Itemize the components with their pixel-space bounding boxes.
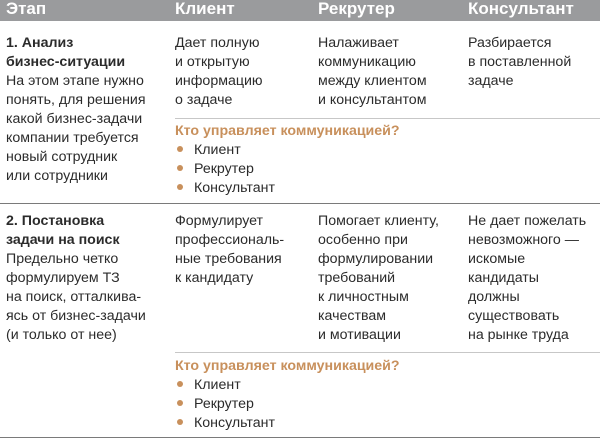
option-label: Рекрутер — [194, 396, 254, 412]
option-label: Консультант — [194, 415, 275, 431]
consultant-text-line: в поставленной — [468, 54, 572, 70]
row-separator — [0, 203, 600, 204]
client-text-line: и открытую — [175, 54, 250, 70]
row-1-divider — [175, 118, 600, 119]
stage-title-line: задачи на поиск — [6, 232, 120, 248]
consultant-text-line: Разбирается — [468, 35, 552, 51]
client-text-line: к кандидату — [175, 270, 254, 286]
client-text-line: ные требования — [175, 251, 282, 267]
consultant-text-line: задаче — [468, 73, 514, 89]
consultant-text-line: существовать — [468, 308, 560, 324]
row-2-stage — [6, 212, 146, 345]
option-label: Клиент — [194, 377, 241, 393]
header-recruiter: Рекрутер — [318, 0, 395, 18]
row-1-client — [175, 34, 263, 110]
stage-title-line: 1. Анализ — [6, 35, 74, 51]
recruiter-text-line: и консультантом — [318, 92, 427, 108]
client-text-line: Формулирует — [175, 213, 264, 229]
option-item — [177, 179, 275, 198]
option-item — [177, 376, 275, 395]
stage-text-line: или сотрудники — [6, 168, 108, 184]
bullet-icon — [177, 146, 183, 152]
row-2-divider — [175, 352, 600, 353]
consultant-text-line: должны — [468, 289, 520, 305]
recruiter-text-line: и мотивации — [318, 327, 401, 343]
stage-text-line: новый сотрудник — [6, 149, 118, 165]
row-1-consultant — [468, 34, 571, 91]
bullet-icon — [177, 400, 183, 406]
recruiter-text-line: коммуникацию — [318, 54, 416, 70]
consultant-text-line: искомые — [468, 251, 526, 267]
row-2-question: Кто управляет коммуникацией? — [175, 358, 400, 374]
row-1-options — [177, 141, 275, 198]
row-2-recruiter — [318, 212, 439, 345]
table-bottom-rule — [0, 437, 600, 438]
bullet-icon — [177, 165, 183, 171]
option-item — [177, 160, 275, 179]
bullet-icon — [177, 184, 183, 190]
row-2-client — [175, 212, 284, 288]
bullet-icon — [177, 419, 183, 425]
row-1-stage — [6, 34, 146, 186]
recruiter-text-line: между клиентом — [318, 73, 427, 89]
recruiter-text-line: к личностным — [318, 289, 409, 305]
option-label: Консультант — [194, 180, 275, 196]
stage-text-line: Предельно четко — [6, 251, 119, 267]
stage-text-line: понять, для решения — [6, 92, 146, 108]
row-2-options — [177, 376, 275, 433]
option-label: Клиент — [194, 142, 241, 158]
row-2-consultant — [468, 212, 586, 345]
header-client: Клиент — [175, 0, 235, 18]
consultant-text-line: кандидаты — [468, 270, 539, 286]
consultant-text-line: Не дает пожелать — [468, 213, 587, 229]
consultant-text-line: на рынке труда — [468, 327, 569, 343]
recruiter-text-line: Помогает клиенту, — [318, 213, 439, 229]
header-consultant: Консультант — [468, 0, 574, 18]
client-text-line: информацию — [175, 73, 263, 89]
recruiter-text-line: формулировании — [318, 251, 434, 267]
header-stage: Этап — [6, 0, 47, 18]
stage-text-line: ясь от бизнес-задачи — [6, 308, 146, 324]
row-1-recruiter — [318, 34, 427, 110]
consultant-text-line: невозможного — — [468, 232, 579, 248]
stage-title-line: 2. Постановка — [6, 213, 105, 229]
bullet-icon — [177, 381, 183, 387]
client-text-line: о задаче — [175, 92, 233, 108]
stage-title-line: бизнес-ситуации — [6, 54, 126, 70]
client-text-line: Дает полную — [175, 35, 260, 51]
option-item — [177, 141, 275, 160]
option-item — [177, 414, 275, 433]
option-label: Рекрутер — [194, 161, 254, 177]
recruiter-text-line: качествам — [318, 308, 386, 324]
option-item — [177, 395, 275, 414]
stage-text-line: На этом этапе нужно — [6, 73, 144, 89]
client-text-line: профессиональ- — [175, 232, 285, 248]
stage-text-line: на поиск, отталкива- — [6, 289, 142, 305]
stage-text-line: формулируем ТЗ — [6, 270, 120, 286]
recruiter-text-line: Налаживает — [318, 35, 399, 51]
stage-text-line: какой бизнес-задачи — [6, 111, 143, 127]
table-header — [0, 0, 600, 21]
stage-text-line: компании требуется — [6, 130, 139, 146]
recruiter-text-line: особенно при — [318, 232, 408, 248]
recruiter-text-line: требований — [318, 270, 396, 286]
row-1-question: Кто управляет коммуникацией? — [175, 123, 400, 139]
stage-text-line: (и только от нее) — [6, 327, 117, 343]
